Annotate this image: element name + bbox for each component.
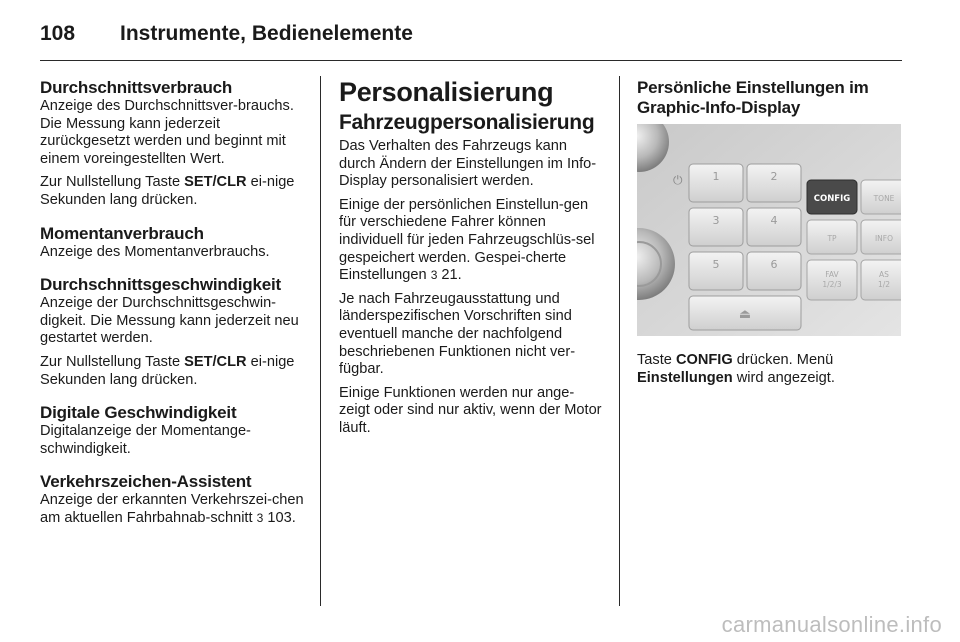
text: wird angezeigt. xyxy=(732,369,835,386)
page-header xyxy=(40,14,900,54)
page-reference[interactable]: 21. xyxy=(437,267,462,284)
section-heading: Momentanverbrauch xyxy=(40,223,204,243)
paragraph: Das Verhalten des Fahrzeugs kann durch Ändern der Einstellungen im Info-Display personalisiert werden. xyxy=(339,138,597,190)
paragraph: Anzeige der Durchschnittsgeschwin-digkeit. Die Messung kann jederzeit neu gestartet werden. xyxy=(40,295,299,347)
key-label: 6 xyxy=(770,258,778,271)
section-momentanverbrauch xyxy=(40,224,312,262)
text: ei-nige Sekunden lang drücken. xyxy=(40,353,295,388)
section-durchschnittsverbrauch xyxy=(40,78,312,210)
menu-label: Einstellungen xyxy=(637,369,733,386)
key-label: SET/CLR xyxy=(184,353,247,370)
section-durchschnittsgeschwindigkeit xyxy=(40,275,312,389)
text: Taste xyxy=(637,352,676,368)
text: Einige der persönlichen Einstellun-gen für verschiedene Fahrer können individuell für jeden Fahrzeugschlüs-sel gespeichert werden. Gespei-cherte Einstellungen xyxy=(339,196,595,284)
key-label: 5 xyxy=(712,258,720,271)
section-heading: Verkehrszeichen-Assistent xyxy=(40,472,252,492)
watermark: carmanualsonline.info xyxy=(721,612,942,637)
paragraph xyxy=(637,352,901,387)
section-heading: Durchschnittsgeschwindigkeit xyxy=(40,275,281,295)
as-sublabel: 1/2 xyxy=(877,280,891,289)
paragraph xyxy=(40,492,312,527)
text: Zur Nullstellung Taste xyxy=(40,174,185,191)
sub-heading: Fahrzeugpersonalisierung xyxy=(339,111,595,134)
chapter-title: Instrumente, Bedienelemente xyxy=(120,22,413,45)
key-label: SET/CLR xyxy=(184,174,247,191)
as-label: AS xyxy=(879,270,889,279)
info-label: INFO xyxy=(874,234,894,243)
page-reference-arrow[interactable]: 3 xyxy=(256,510,264,525)
control-panel-photo xyxy=(637,124,901,336)
text: drücken. Menü xyxy=(732,352,834,368)
eject-icon: ⏏ xyxy=(738,307,752,322)
paragraph: Anzeige des Momentanverbrauchs. xyxy=(40,243,270,260)
paragraph: Einige Funktionen werden nur ange-zeigt oder sind nur aktiv, wenn der Motor läuft. xyxy=(339,384,602,436)
key-label: 4 xyxy=(770,214,778,227)
power-icon: ⏻ xyxy=(673,173,683,187)
key-label: 3 xyxy=(712,214,720,227)
key-label: 1 xyxy=(712,170,720,183)
section-heading: Persönliche Einstellungen im Graphic-Info-Display xyxy=(637,78,869,117)
column-divider-1 xyxy=(320,76,321,606)
key-label: 2 xyxy=(770,170,778,183)
text: ei-nige Sekunden lang drücken. xyxy=(40,174,295,208)
column-left xyxy=(40,78,312,542)
paragraph xyxy=(40,354,312,389)
text: Zur Nullstellung Taste xyxy=(40,353,185,370)
tone-label: TONE xyxy=(873,194,895,203)
section-heading: Durchschnittsverbrauch xyxy=(40,78,233,97)
column-right xyxy=(637,78,901,393)
header-rule xyxy=(40,60,902,61)
section-verkehrszeichen-assistent xyxy=(40,472,312,527)
fav-sublabel: 1/2/3 xyxy=(822,280,842,289)
config-label: CONFIG xyxy=(813,194,851,204)
fav-label: FAV xyxy=(825,270,839,279)
main-heading: Personalisierung xyxy=(339,77,554,107)
section-digitale-geschwindigkeit xyxy=(40,403,312,458)
page-number: 108 xyxy=(40,22,76,45)
text: Anzeige der erkannten Verkehrszei-chen am aktuellen Fahrbahnab-schnitt xyxy=(40,492,304,526)
column-divider-2 xyxy=(619,76,620,606)
page-reference[interactable]: 103. xyxy=(263,509,296,526)
paragraph xyxy=(40,174,312,209)
paragraph: Je nach Fahrzeugausstattung und länderspezifischen Vorschriften sind eventuell manche der nachfolgend beschriebenen Funktionen nicht ver-fügbar. xyxy=(339,290,576,378)
key-label: CONFIG xyxy=(675,352,733,368)
tp-label: TP xyxy=(827,234,837,243)
paragraph xyxy=(339,197,603,285)
section-heading: Digitale Geschwindigkeit xyxy=(40,403,237,423)
page-reference-arrow[interactable]: 3 xyxy=(430,268,438,283)
paragraph: Anzeige des Durchschnittsver-brauchs. Die Messung kann jederzeit zurückgesetzt werden und beginnt mit einem voreingestellten Wert. xyxy=(40,98,294,167)
column-middle xyxy=(339,78,603,444)
paragraph: Digitalanzeige der Momentange-schwindigkeit. xyxy=(40,423,251,457)
